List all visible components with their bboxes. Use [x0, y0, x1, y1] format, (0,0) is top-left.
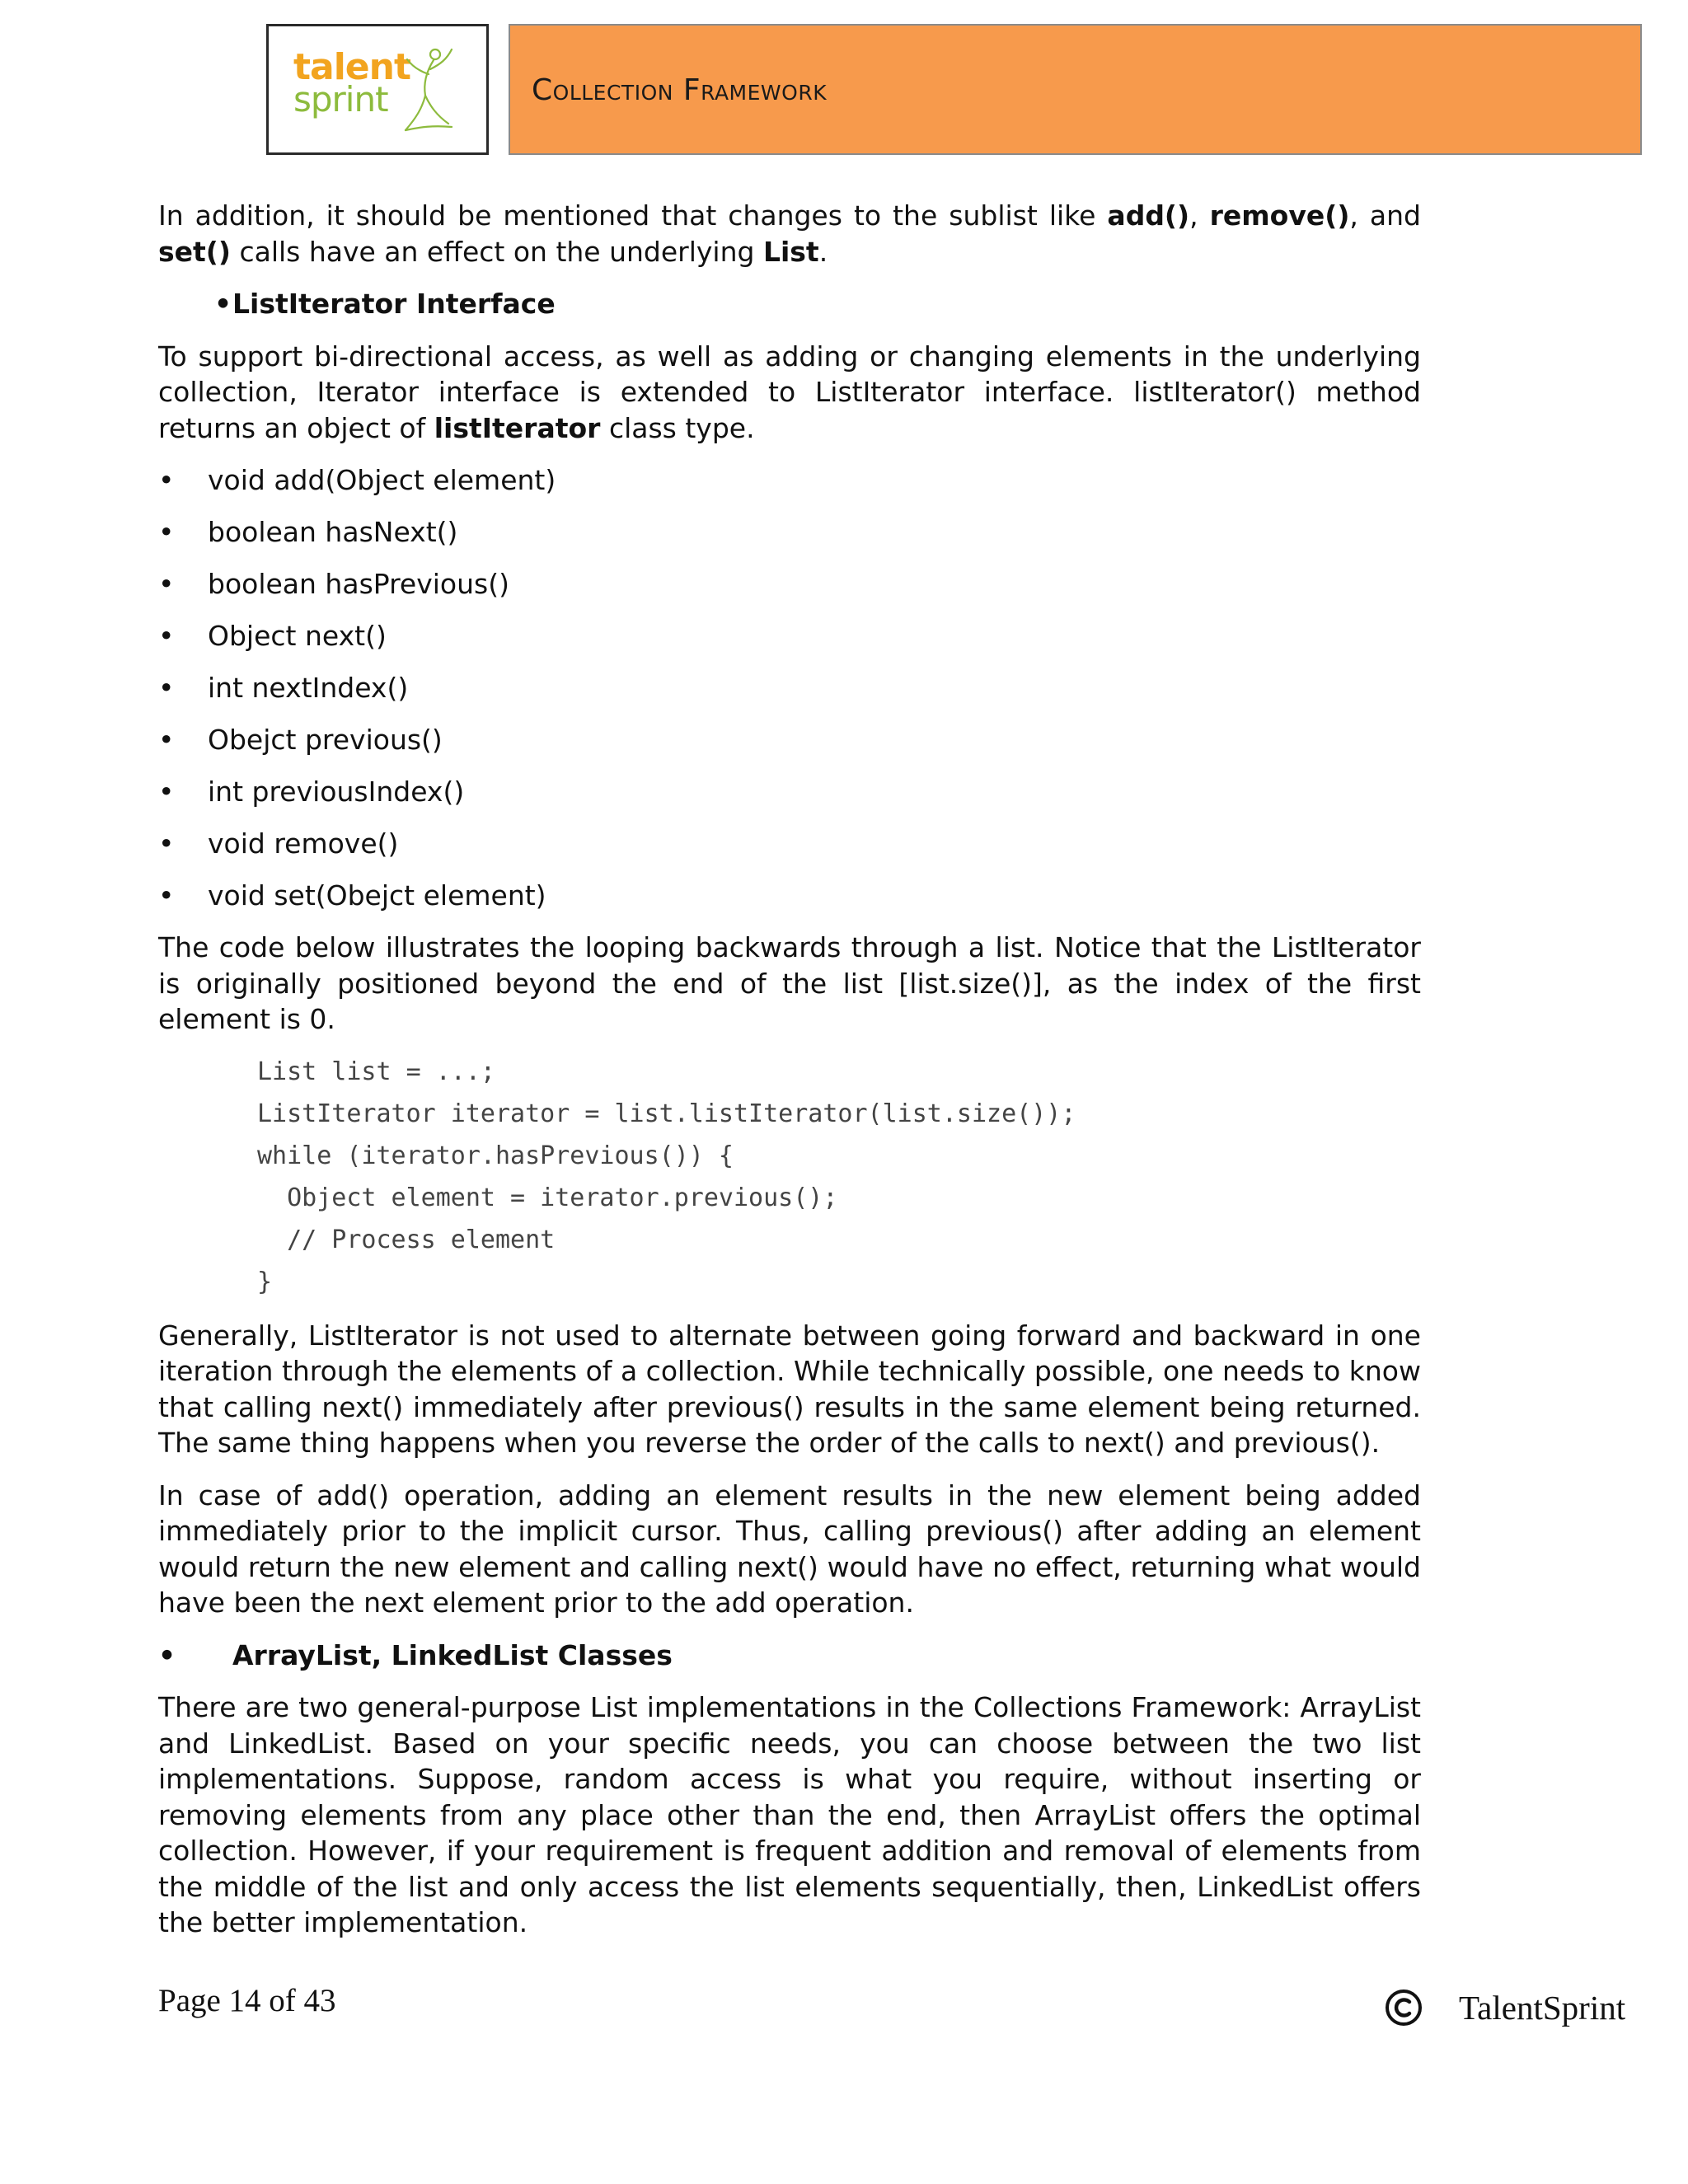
- page-number: Page 14 of 43: [158, 1983, 336, 2018]
- arraylist-paragraph: There are two general-purpose List implementations in the Collections Framework: ArrayList and LinkedList. Based on your specific needs, you can choose between the two list implementations. Suppose, random access is what you require, without inserting or removing elements from any place other than the end, then ArrayList offers the optimal collection. However, if your requirement is frequent addition and removal of elements from the middle of the list and only access the list elements sequentially, then, LinkedList offers the better implementation.: [158, 1691, 1421, 1938]
- page-title: Collection Framework: [532, 73, 828, 107]
- section-heading-text: ArrayList, LinkedList Classes: [232, 1638, 673, 1671]
- code-line: // Process element: [257, 1225, 556, 1254]
- intro-bold-remove: remove(): [1209, 199, 1350, 232]
- list-item: • Object next(): [158, 618, 1421, 670]
- logo-sprint-text: sprint: [293, 79, 388, 120]
- intro-paragraph: [158, 198, 1421, 269]
- code-line: while (iterator.hasPrevious()) {: [257, 1141, 734, 1170]
- code-block: [257, 1054, 1421, 1306]
- method-list: [158, 462, 1421, 930]
- add-operation-paragraph: In case of add() operation, adding an element results in the new element being added immediately prior to the implicit cursor. Thus, calling previous() after adding an element would return the new element and calling next() would have no effect, returning what would have been the next element prior to the add operation.: [158, 1479, 1421, 1619]
- list-item: • boolean hasPrevious(): [158, 566, 1421, 618]
- dancer-figure-icon: [401, 45, 458, 135]
- list-item: • void set(Obejct element): [158, 878, 1421, 930]
- list-item: • int nextIndex(): [158, 670, 1421, 722]
- code-line: List list = ...;: [257, 1057, 495, 1086]
- intro-text-5: .: [818, 235, 828, 268]
- list-item: • Obejct previous(): [158, 722, 1421, 774]
- code-line: ListIterator iterator = list.listIterator(list.size());: [257, 1099, 1076, 1128]
- header-title-bar: [509, 24, 1642, 155]
- code-line: Object element = iterator.previous();: [257, 1183, 838, 1212]
- code-line: }: [257, 1267, 273, 1296]
- generally-paragraph: Generally, ListIterator is not used to alternate between going forward and backward in one iteration through the elements of a collection. While technically possible, one needs to know that calling next() immediately after previous() results in the same element being returned. The same thing happens when you reverse the order of the calls to next() and previous().: [158, 1319, 1421, 1459]
- section-heading-arraylist: [158, 1638, 1421, 1674]
- document-body: [158, 198, 1421, 1957]
- section-heading-text: ListIterator Interface: [232, 288, 556, 320]
- copyright-holder: TalentSprint: [1459, 1989, 1626, 2027]
- intro-text-3: , and: [1349, 199, 1421, 232]
- logo-talent-text: talent: [293, 46, 411, 88]
- logo-box: [266, 24, 489, 155]
- code-intro-paragraph: The code below illustrates the looping backwards through a list. Notice that the ListIterator is originally positioned beyond the end of the list [list.size()], as the index of the first element is 0.: [158, 931, 1421, 1035]
- intro-bold-add: add(): [1107, 199, 1190, 232]
- section-heading-listiterator: [158, 286, 1421, 322]
- list-item: • void add(Object element): [158, 462, 1421, 514]
- copyright-notice: [1385, 1988, 1625, 2027]
- listiterator-text-2: class type.: [600, 411, 755, 444]
- intro-text-2: ,: [1189, 199, 1210, 232]
- list-item: • boolean hasNext(): [158, 514, 1421, 566]
- list-item: • void remove(): [158, 826, 1421, 878]
- intro-bold-list: List: [762, 235, 819, 268]
- list-item: • int previousIndex(): [158, 774, 1421, 826]
- listiterator-bold: listIterator: [434, 411, 601, 444]
- listiterator-text-1: To support bi-directional access, as well as adding or changing elements in the underlying collection, Iterator interface is extended to ListIterator interface. listIterator() method returns an object of: [158, 340, 1421, 444]
- intro-text-4: calls have an effect on the underlying: [230, 235, 763, 268]
- listiterator-paragraph: [158, 339, 1421, 447]
- logo-wordmark: [293, 46, 411, 120]
- copyright-icon: [1385, 1989, 1423, 2027]
- intro-text-1: In addition, it should be mentioned that changes to the sublist like: [158, 199, 1108, 232]
- intro-bold-set: set(): [158, 235, 231, 268]
